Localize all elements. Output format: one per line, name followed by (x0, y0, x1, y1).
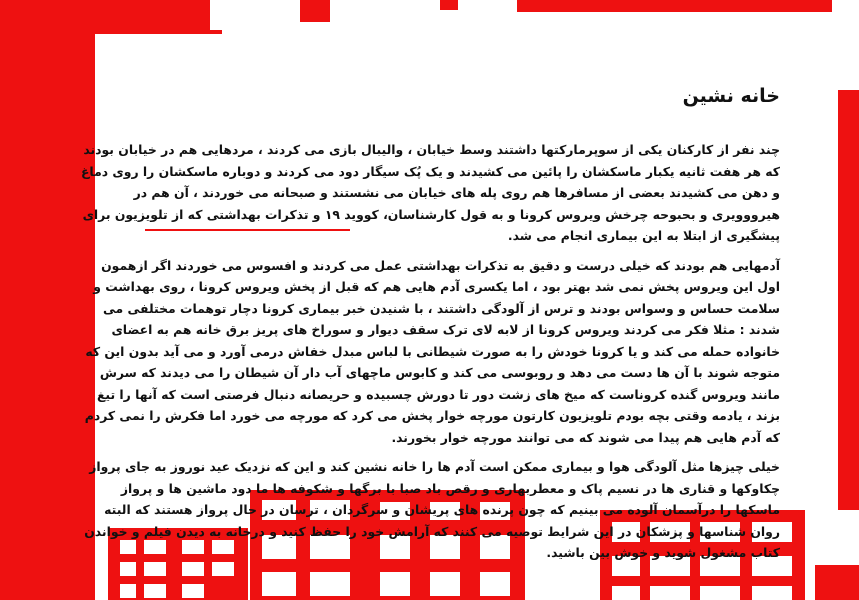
building-window (262, 572, 296, 596)
red-line-top (210, 30, 222, 34)
red-bar-top-right (517, 0, 832, 12)
building-window (430, 572, 460, 596)
building-window (182, 584, 204, 598)
paragraph-1: چند نفر از کارکنان یکی از سوپرمارکتها داشتند وسط خیابان ، والیبال بازی می کردند ، مردهایی هم در خیابان بودند که هر هفت ثانیه یکبار ماسکشان را پائین می کشیدند و یک پُک سیگار دود می کردند و دوباره ماسکشان را روی دماغ و دهن می کشیدند بعضی از مسافرها هم روی پله های خیابان می نشستند و صبحانه می خوردند ، آن هم در هیرووویری و بحبوحه چرخش ویروس کرونا و به قول کارشناسان، کووید ۱۹ و تذکرات بهداشتی که از تلویزیون برای پیشگیری از ابتلا به این بیماری انجام می شد. (80, 142, 780, 243)
building-window (480, 572, 510, 596)
paragraph-3: خیلی چیزها مثل آلودگی هوا و بیماری ممکن است آدم ها را خانه نشین کند و این که نزدیک عید نوروز به جای پرواز چکاوکها و قناری ها در نسیم پاک و معطربهاری و رقص باد صبا با برگها و شکوفه ها ما دود ماشین ها و پرواز ماسکها را درآسمان آلوده می بینیم که چون پرنده های پریشان و سرگردان ، ترسان در حال پرواز هستند که البته روان شناسها و پزشکان در این شرایط توصیه می کنند که آرامش خود را حفظ کنید و درخانه به دیدن فیلم و خواندن کتاب مشغول شوید و خوش بین باشید. (84, 459, 780, 560)
document-body (80, 85, 780, 572)
building-window (120, 584, 136, 598)
building-window (612, 586, 640, 600)
document-title: خانه نشین (682, 85, 780, 107)
red-block-top-left-extension (0, 0, 210, 34)
building-window (310, 572, 350, 596)
building-window (144, 584, 166, 598)
building-far-right (815, 565, 859, 600)
red-notch-top-2 (440, 0, 458, 10)
red-notch-top-1 (300, 0, 330, 22)
building-window (752, 586, 792, 600)
building-window (700, 586, 740, 600)
red-bar-right (838, 90, 859, 510)
paragraph-2: آدمهایی هم بودند که خیلی درست و دقیق به تذکرات بهداشتی عمل می کردند و افسوس می خوردند اگر ازهمون اول این ویروس پخش نمی شد بهتر بود ، اما یکسری آدم هایی هم که قبل از پخش ویروس کرونا ، روی بهداشت و سلامت حساس و وسواس بودند و ترس از آلودگی داشتند ، با شنیدن خبر بیماری کرونا دچار توهمات مختلفی می شدند : مثلا فکر می کردند ویروس کرونا از لابه لای ترک سقف دیوار و سوراخ های پریز برق خانه هم به اعضای خانواده حمله می کند و یا کرونا خودش را به صورت شیطانی با لباس مبدل خفاش درمی آورد و می آید بدون این که متوجه شوند با آن ها دست می دهد و روبوسی می کند و کابوس ماچهای آب دار آن شیطان را می دیدند که سرش مانند ویروس گنده کروناست که میخ های زشت دور تا دورش چسبیده و حریصانه دنبال فرصتی است که آنها را تیغ بزند ، یادمه وقتی بچه بودم تلویزیون کارتون مورچه خوار پخش می کرد که مورچه می خورد اما فکرش را نمی کردم که آدم هایی هم پیدا می شوند که می توانند مورچه خوار بخورند. (84, 257, 780, 445)
building-window (380, 572, 410, 596)
building-window (650, 586, 690, 600)
